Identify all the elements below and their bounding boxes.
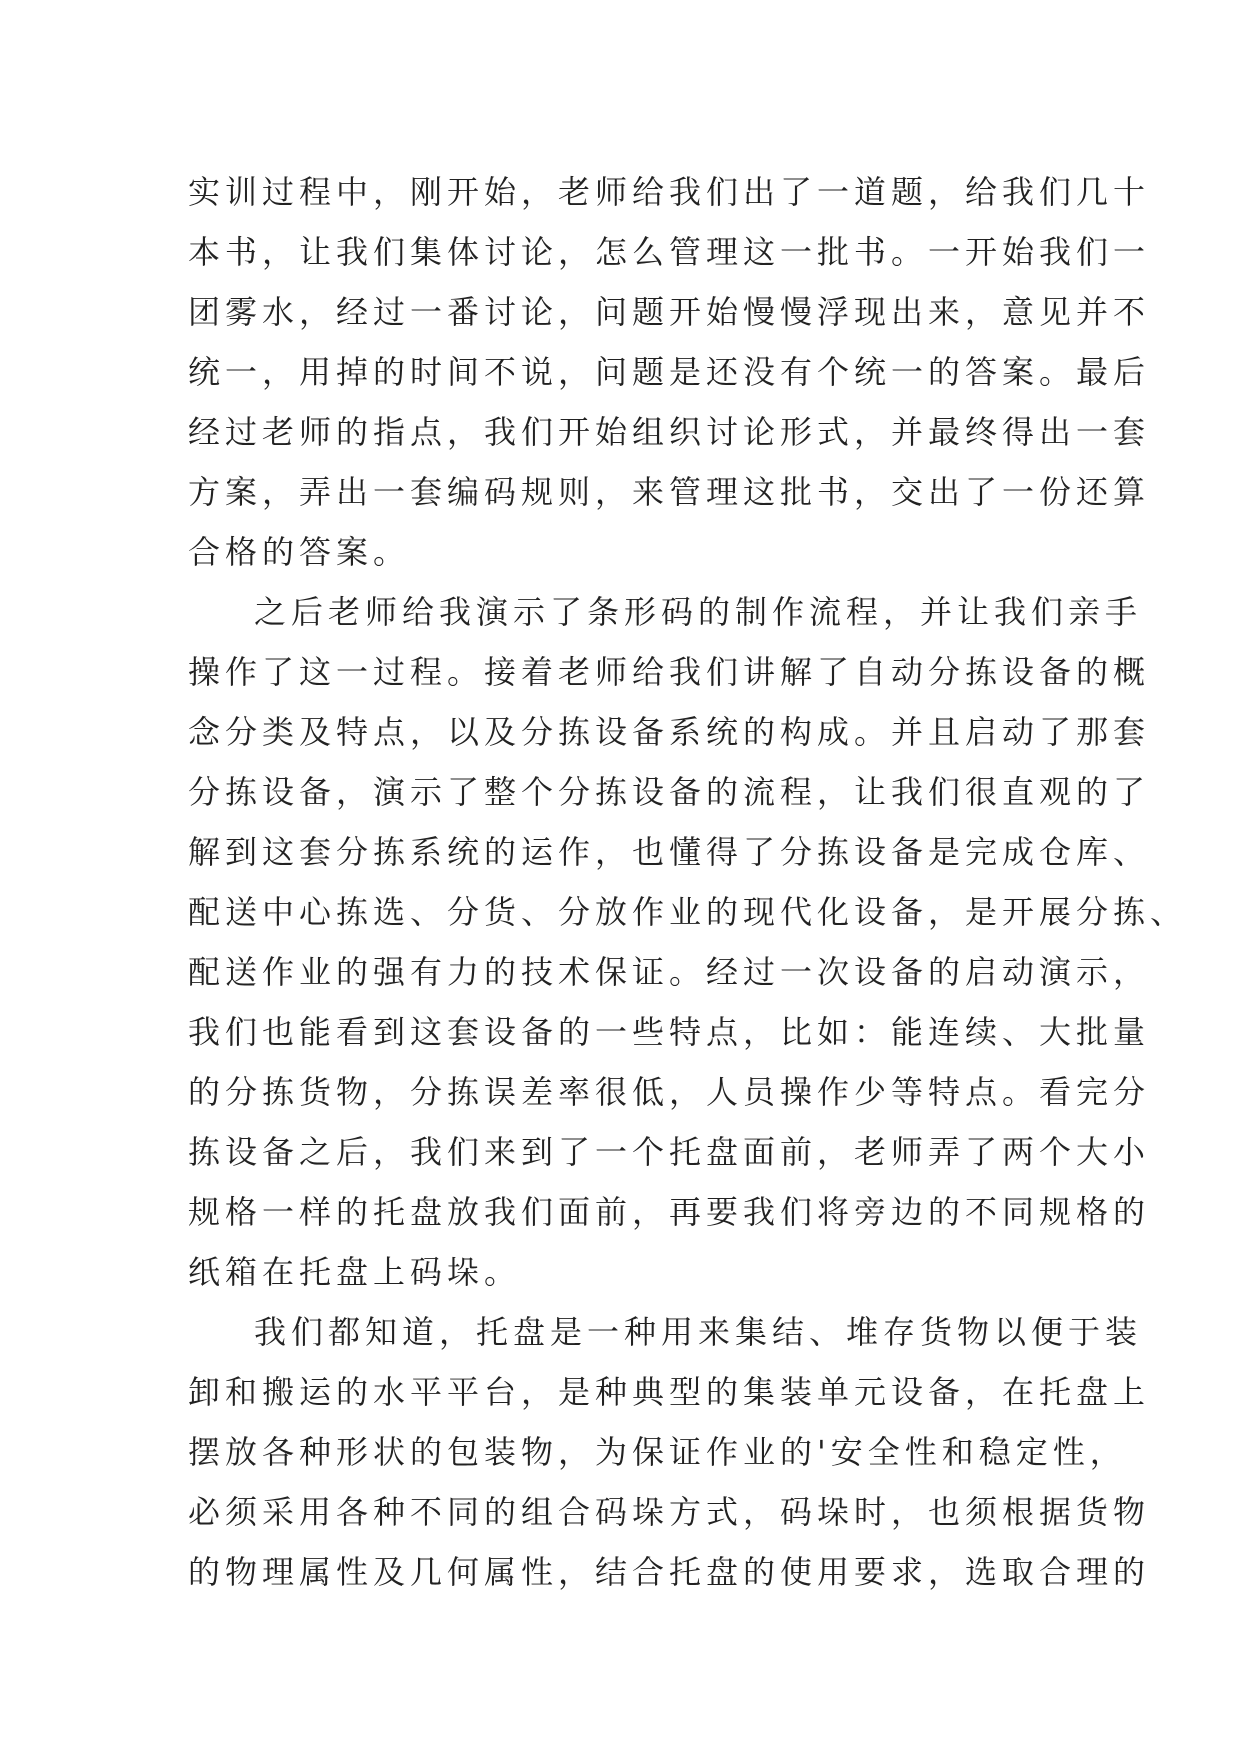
text-line: 念分类及特点，以及分拣设备系统的构成。并且启动了那套 xyxy=(188,713,1151,751)
text-line: 卸和搬运的水平平台，是种典型的集装单元设备，在托盘上 xyxy=(188,1373,1151,1411)
text-line: 分拣设备，演示了整个分拣设备的流程，让我们很直观的了 xyxy=(188,773,1151,811)
text-line: 合格的答案。 xyxy=(188,533,411,571)
text-line: 的分拣货物，分拣误差率很低，人员操作少等特点。看完分 xyxy=(188,1073,1151,1111)
text-line: 我们也能看到这套设备的一些特点，比如：能连续、大批量 xyxy=(188,1013,1151,1051)
body-text xyxy=(188,162,1188,1602)
text-line: 方案，弄出一套编码规则，来管理这批书，交出了一份还算 xyxy=(188,473,1151,511)
text-line: 统一，用掉的时间不说，问题是还没有个统一的答案。最后 xyxy=(188,353,1151,391)
text-line: 之后老师给我演示了条形码的制作流程，并让我们亲手 xyxy=(254,593,1143,631)
text-line: 纸箱在托盘上码垛。 xyxy=(188,1253,522,1291)
paragraph xyxy=(188,1302,1151,1602)
text-line: 团雾水，经过一番讨论，问题开始慢慢浮现出来，意见并不 xyxy=(188,293,1151,331)
text-line: 必须采用各种不同的组合码垛方式，码垛时，也须根据货物 xyxy=(188,1493,1151,1531)
text-line: 经过老师的指点，我们开始组织讨论形式，并最终得出一套 xyxy=(188,413,1151,451)
text-line: 解到这套分拣系统的运作，也懂得了分拣设备是完成仓库、 xyxy=(188,833,1151,871)
paragraph xyxy=(188,162,1151,582)
text-line: 实训过程中，刚开始，老师给我们出了一道题，给我们几十 xyxy=(188,173,1151,211)
text-line: 配送作业的强有力的技术保证。经过一次设备的启动演示， xyxy=(188,953,1151,991)
text-line: 操作了这一过程。接着老师给我们讲解了自动分拣设备的概 xyxy=(188,653,1151,691)
text-line: 拣设备之后，我们来到了一个托盘面前，老师弄了两个大小 xyxy=(188,1133,1151,1171)
text-line: 配送中心拣选、分货、分放作业的现代化设备，是开展分拣、 xyxy=(188,893,1188,931)
text-line: 我们都知道，托盘是一种用来集结、堆存货物以便于装 xyxy=(254,1313,1143,1351)
text-line: 规格一样的托盘放我们面前，再要我们将旁边的不同规格的 xyxy=(188,1193,1151,1231)
paragraph xyxy=(188,582,1188,1302)
text-line: 摆放各种形状的包装物，为保证作业的'安全性和稳定性， xyxy=(188,1433,1127,1471)
text-line: 本书，让我们集体讨论，怎么管理这一批书。一开始我们一 xyxy=(188,233,1151,271)
text-line: 的物理属性及几何属性，结合托盘的使用要求，选取合理的 xyxy=(188,1553,1151,1591)
